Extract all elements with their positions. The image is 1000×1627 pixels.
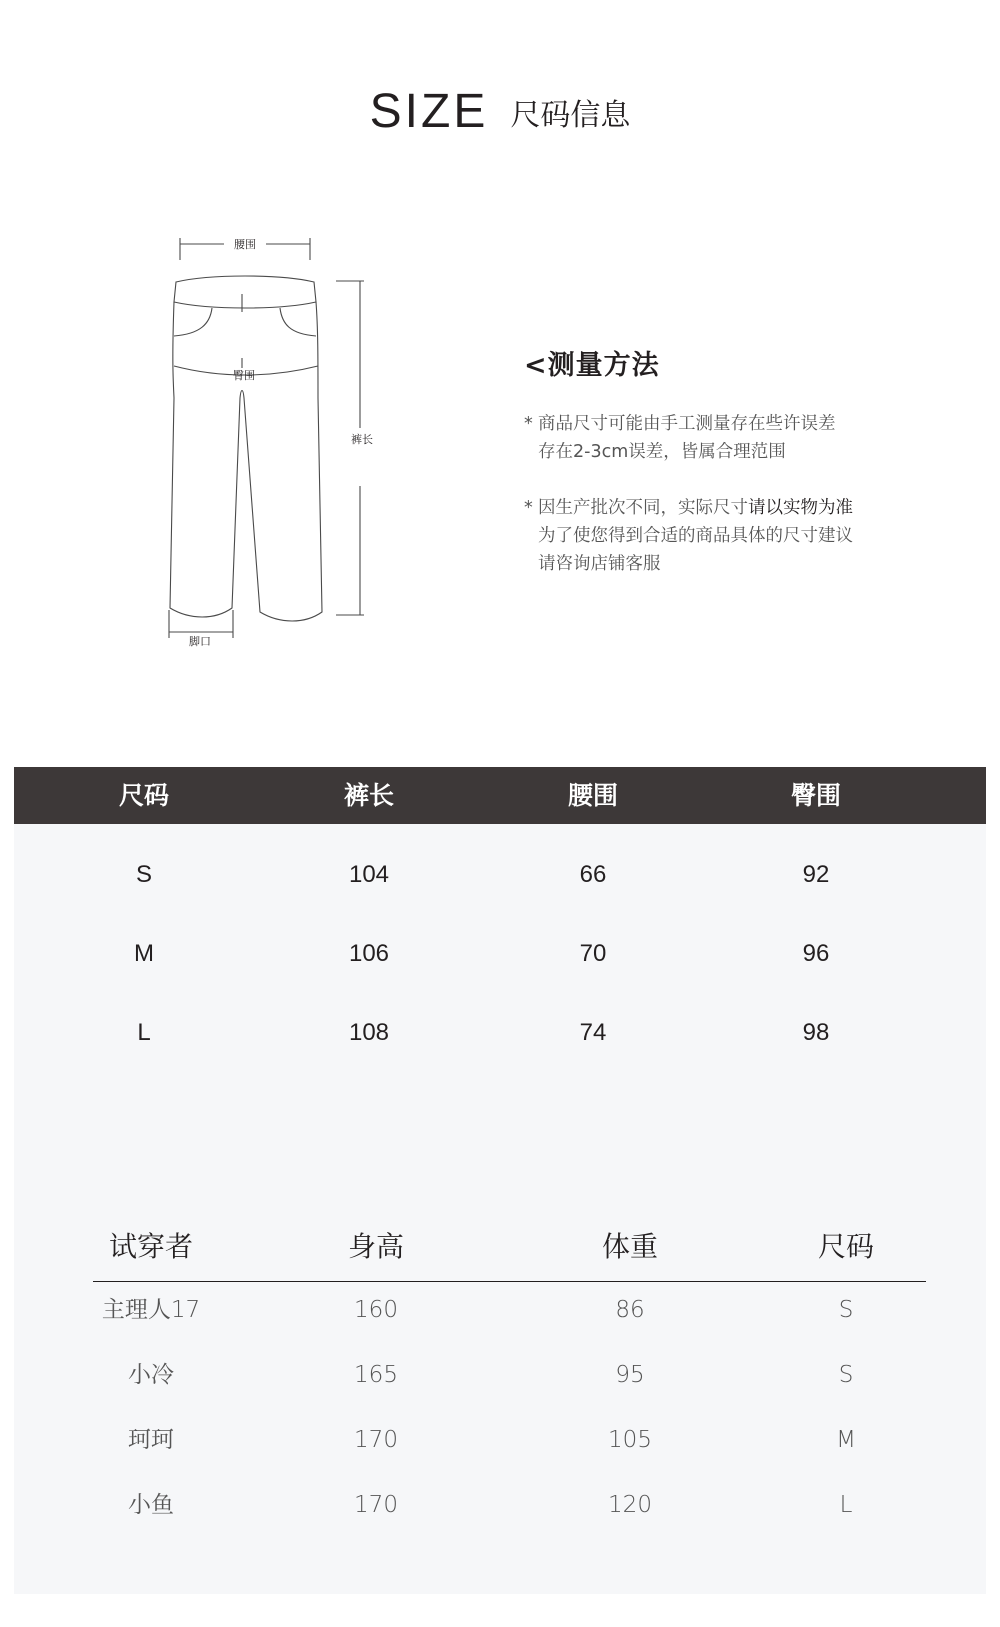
note-text: 商品尺寸可能由手工测量存在些许误差 xyxy=(538,414,836,434)
table-row xyxy=(14,1487,986,1523)
header-divider xyxy=(93,1281,926,1282)
cell-hip: 96 xyxy=(802,940,830,967)
header-height: 身高 xyxy=(347,1230,404,1263)
note-text: 为了使您得到合适的商品具体的尺寸建议 xyxy=(538,526,853,546)
table-row xyxy=(14,934,986,974)
length-label: 裤长 xyxy=(351,433,373,446)
cell-height: 170 xyxy=(354,1427,398,1453)
cell-model: 小鱼 xyxy=(128,1492,174,1518)
cell-waist: 74 xyxy=(579,1019,607,1046)
header-weight: 体重 xyxy=(601,1230,658,1263)
method-title: <测量方法 xyxy=(524,350,660,381)
cell-length: 108 xyxy=(348,1019,390,1046)
cell-weight: 95 xyxy=(615,1362,645,1388)
cell-weight: 105 xyxy=(608,1427,652,1453)
note-highlight: 请以实物为准 xyxy=(748,498,853,518)
cell-height: 165 xyxy=(354,1362,398,1388)
cell-size: M xyxy=(836,1427,856,1453)
cell-size: S xyxy=(135,861,152,888)
cell-weight: 120 xyxy=(608,1492,652,1518)
header-size: 尺码 xyxy=(118,781,169,810)
table-row xyxy=(14,1357,986,1393)
cell-size: L xyxy=(839,1492,853,1518)
header-length: 裤长 xyxy=(343,781,394,810)
note-batch-difference xyxy=(524,494,904,578)
header-hip: 臀围 xyxy=(790,781,841,810)
right-pocket xyxy=(280,308,316,336)
size-title-cn: 尺码信息 xyxy=(510,97,631,133)
size-table-header xyxy=(14,767,986,824)
model-table-header xyxy=(14,1226,986,1268)
note-text: 请咨询店铺客服 xyxy=(538,554,661,574)
page-header xyxy=(0,84,1000,139)
table-row xyxy=(14,1422,986,1458)
hip-label: 臀围 xyxy=(233,369,255,382)
waist-label: 腰围 xyxy=(234,238,256,251)
header-waist: 腰围 xyxy=(567,781,618,810)
cell-weight: 86 xyxy=(615,1297,645,1323)
cell-hip: 92 xyxy=(802,861,830,888)
cell-height: 160 xyxy=(354,1297,398,1323)
cell-height: 170 xyxy=(354,1492,398,1518)
cell-size: S xyxy=(838,1297,854,1323)
table-row xyxy=(14,855,986,895)
pants-diagram xyxy=(160,238,400,688)
waistband-outline xyxy=(174,276,316,308)
size-title-en: SIZE xyxy=(369,85,489,138)
note-text: 存在2-3cm误差，皆属合理范围 xyxy=(538,442,786,462)
note-measurement-error xyxy=(524,410,904,466)
table-row xyxy=(14,1013,986,1053)
cell-model: 主理人17 xyxy=(101,1297,201,1323)
note-bullet: * xyxy=(524,414,533,434)
cell-size: L xyxy=(137,1019,151,1046)
header-model: 试穿者 xyxy=(108,1230,193,1263)
header-size: 尺码 xyxy=(817,1230,874,1263)
note-text-line xyxy=(538,494,904,522)
size-table xyxy=(14,767,986,1091)
cell-waist: 70 xyxy=(579,940,607,967)
cell-size: M xyxy=(134,940,154,967)
left-pocket xyxy=(174,308,212,336)
model-table xyxy=(14,1091,986,1594)
cell-length: 106 xyxy=(348,940,390,967)
cell-hip: 98 xyxy=(802,1019,830,1046)
cell-size: S xyxy=(838,1362,854,1388)
cell-model: 小冷 xyxy=(128,1362,174,1388)
note-bullet: * xyxy=(524,498,533,518)
cell-length: 104 xyxy=(348,861,390,888)
cell-model: 珂珂 xyxy=(128,1427,174,1453)
note-text: 因生产批次不同，实际尺寸 xyxy=(538,498,748,518)
table-row xyxy=(14,1292,986,1328)
cell-waist: 66 xyxy=(579,861,607,888)
hem-label: 脚口 xyxy=(189,635,211,648)
measurement-method xyxy=(524,343,904,606)
pants-body-outline xyxy=(170,302,322,621)
pants-illustration xyxy=(160,238,400,688)
